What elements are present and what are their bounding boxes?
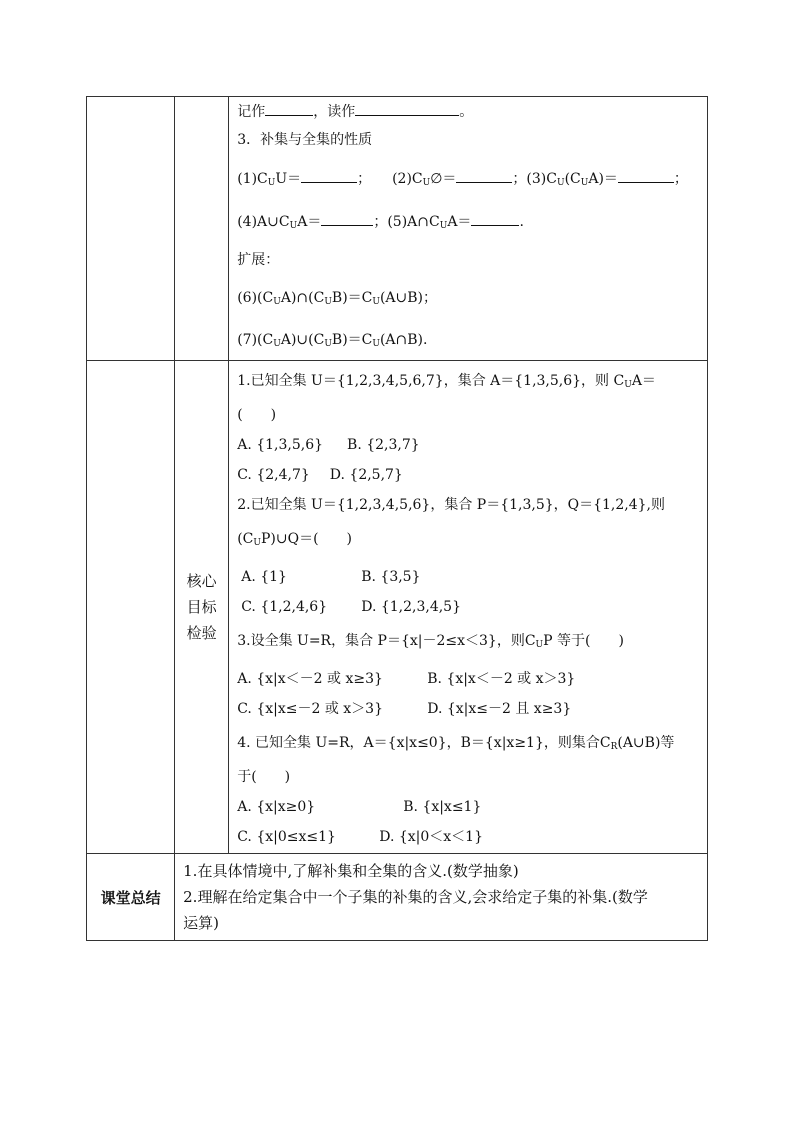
lesson-table	[86, 96, 708, 941]
summary-cell	[175, 854, 708, 941]
question-2-options-cd: C. {1,2,4,6} D. {1,2,3,4,5}	[241, 599, 461, 615]
row-summary	[87, 854, 708, 941]
core-check-label: 核心 目标 检验	[175, 361, 229, 854]
blank	[321, 211, 373, 226]
blank	[456, 168, 512, 183]
empty-cell	[87, 361, 175, 854]
summary-label: 课堂总结	[87, 854, 175, 941]
exercises-cell	[229, 361, 708, 854]
question-3-options-cd: C. {x|x≤－2 或 x＞3} D. {x|x≤－2 且 x≥3}	[237, 701, 572, 717]
row-properties	[87, 97, 708, 361]
empty-cell	[87, 97, 175, 361]
blank	[618, 168, 674, 183]
heading-properties: 3．补集与全集的性质	[237, 132, 373, 148]
notation-line: 记作 ，读作 。	[237, 101, 701, 122]
question-3-options-ab: A. {x|x＜－2 或 x≥3} B. {x|x＜－2 或 x＞3}	[237, 671, 576, 687]
question-4-cont: 于( )	[237, 769, 291, 785]
summary-line-3: 运算)	[183, 914, 219, 932]
question-4-options-ab: A. {x|x≥0} B. {x|x≤1}	[237, 799, 482, 815]
blank	[355, 101, 459, 116]
properties-cell	[229, 97, 708, 361]
question-1-paren: ( )	[237, 407, 277, 423]
expand-heading: 扩展：	[237, 252, 280, 268]
summary-line-1: 1.在具体情境中,了解补集和全集的含义.(数学抽象)	[183, 862, 519, 880]
property-4-5: $(4)A\cup C_UA=$ ；$(5)A\cap C_UA=$ .	[237, 211, 701, 236]
property-6: $(6)(C_UA)\cap(C_UB)=C_U(A\cup B)$；	[237, 290, 438, 307]
question-2-options-ab: A. {1} B. {3,5}	[241, 569, 421, 585]
question-2-cont: $(C_UP)\cup Q=$( )	[237, 531, 353, 548]
property-1-3: $(1)C_UU=$ ； $(2)C_U\emptyset=$ ；$(3)C_U(C_UA)=$ ；	[237, 168, 701, 193]
summary-line-2: 2.理解在给定集合中一个子集的补集的含义,会求给定子集的补集.(数学	[183, 888, 648, 906]
question-4: 4. 已知全集 U=R，A＝{x|x≤0}，B＝{x|x≥1}，则集合$C_R(A\cup B)$等	[237, 735, 675, 752]
property-7: $(7)(C_UA)\cup(C_UB)=C_U(A\cap B)$.	[237, 332, 428, 349]
blank	[265, 101, 313, 116]
blank	[301, 168, 357, 183]
blank	[471, 211, 519, 226]
row-core-check	[87, 361, 708, 854]
question-4-options-cd: C. {x|0≤x≤1} D. {x|0＜x＜1}	[237, 829, 483, 845]
question-1: 1.已知全集 U＝{1,2,3,4,5,6,7}，集合 A＝{1,3,5,6}，则 $C_UA=$	[237, 373, 656, 390]
question-1-options-cd: C. {2,4,7} D. {2,5,7}	[237, 467, 403, 483]
empty-cell	[175, 97, 229, 361]
question-2: 2.已知全集 U＝{1,2,3,4,5,6}，集合 P＝{1,3,5}，Q＝{1,2,4},则	[237, 497, 666, 513]
question-1-options-ab: A. {1,3,5,6} B. {2,3,7}	[237, 437, 420, 453]
question-3: 3.设全集 U=R，集合 P＝{x|－2≤x＜3}，则$C_UP$ 等于( )	[237, 633, 624, 650]
